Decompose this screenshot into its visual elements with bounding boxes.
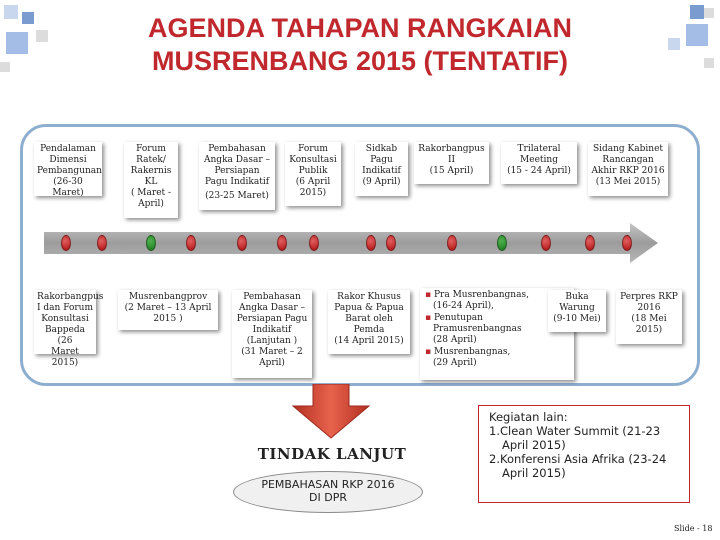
box-line: Pagu xyxy=(370,155,393,165)
deco-square xyxy=(704,58,714,68)
timeline-item-top xyxy=(34,142,102,196)
box-line: Konsultasi xyxy=(289,155,337,165)
deco-square xyxy=(6,32,28,54)
box-line: Pra Musrenbangnas, xyxy=(433,290,529,300)
timeline-milestone-dot xyxy=(277,235,287,251)
timeline-arrow xyxy=(44,223,664,263)
box-line: Trilateral xyxy=(517,144,561,154)
box-line: Pemda xyxy=(353,325,385,335)
timeline-milestone-dot xyxy=(146,235,156,251)
followup-oval xyxy=(233,471,423,513)
timeline-milestone-dot xyxy=(237,235,247,251)
deco-square xyxy=(686,24,708,46)
box-line: Sidang Kabinet xyxy=(592,144,664,154)
down-arrow-icon xyxy=(291,384,371,440)
box-line: I dan Forum xyxy=(37,303,94,313)
box-line: Penutupan xyxy=(433,313,483,323)
box-line: April) xyxy=(138,199,164,209)
box-line: KL xyxy=(144,177,158,187)
box-line: (14 April 2015) xyxy=(334,336,404,346)
box-line: Buka xyxy=(565,292,589,302)
timeline-milestone-dot xyxy=(497,235,507,251)
timeline-milestone-dot xyxy=(386,235,396,251)
box-line: Bappeda (26 xyxy=(45,325,85,346)
activity-line: April 2015) xyxy=(502,466,566,480)
activity-line: Clean Water Summit (21-23 xyxy=(499,424,661,438)
box-line: 2015) xyxy=(299,188,327,198)
deco-square xyxy=(704,8,714,18)
timeline-item-bottom xyxy=(616,290,682,344)
timeline-milestone-dot xyxy=(622,235,632,251)
box-line: Indikatif xyxy=(252,325,292,335)
bullet-item xyxy=(425,347,571,369)
activity-item xyxy=(489,452,683,480)
box-line: (26-30 Maret) xyxy=(52,177,84,198)
oval-line: DI DPR xyxy=(309,491,347,504)
box-line: (18 Mei xyxy=(631,314,667,324)
box-line: Maret 2015) xyxy=(51,347,79,368)
box-line: Barat oleh xyxy=(345,314,393,324)
timeline-item-bottom xyxy=(548,290,606,332)
timeline-item-top xyxy=(285,142,341,206)
box-line: Forum xyxy=(298,144,328,154)
box-line: Musrenbangnas, xyxy=(433,347,511,357)
deco-square xyxy=(22,12,34,24)
box-line: Pembahasan xyxy=(208,144,266,154)
box-line: Musrenbangprov xyxy=(128,292,208,302)
box-line: Papua & Papua xyxy=(334,303,404,313)
timeline-milestone-dot xyxy=(541,235,551,251)
timeline-item-bottom xyxy=(328,290,410,354)
box-line: 2015 ) xyxy=(153,314,183,324)
deco-square xyxy=(668,38,680,50)
timeline-milestone-dot xyxy=(366,235,376,251)
box-line: Konsultasi xyxy=(41,314,89,324)
box-line: (15 April) xyxy=(429,166,474,176)
page-title xyxy=(90,12,630,78)
slide-number: Slide - 18 xyxy=(674,524,713,533)
timeline-item-bottom xyxy=(232,290,312,378)
box-line: (29 April) xyxy=(433,358,477,368)
box-line: (6 April xyxy=(295,177,331,187)
box-line: (13 Mei 2015) xyxy=(595,177,661,187)
box-line: Pagu Indikatif xyxy=(204,177,270,187)
box-line: (9 April) xyxy=(362,177,401,187)
timeline-item-top xyxy=(199,142,275,210)
box-line: Akhir RKP 2016 xyxy=(591,166,665,176)
timeline-item-top xyxy=(588,142,668,196)
timeline-item-bottom xyxy=(34,290,104,368)
followup-heading: TINDAK LANJUT xyxy=(257,445,407,463)
timeline-item-bottom xyxy=(118,290,218,330)
box-line: (31 Maret – 2 xyxy=(241,347,303,357)
box-line: (2 Maret – 13 April xyxy=(124,303,212,313)
box-line: April) xyxy=(259,358,285,368)
box-line: (23-25 Maret) xyxy=(205,191,269,201)
box-line: Pembahasan xyxy=(243,292,301,302)
title-line: AGENDA TAHAPAN RANGKAIAN xyxy=(148,13,572,43)
other-activities-box xyxy=(478,405,690,503)
box-line: Sidkab xyxy=(365,144,398,154)
title-line: MUSRENBANG 2015 (TENTATIF) xyxy=(151,46,569,76)
other-activities-heading: Kegiatan lain: xyxy=(489,410,568,424)
timeline-item-top xyxy=(414,142,489,184)
box-line: Rakernis xyxy=(130,166,172,176)
oval-line: PEMBAHASAN RKP 2016 xyxy=(261,478,395,491)
deco-square xyxy=(36,30,48,42)
timeline-item-top xyxy=(124,142,178,218)
timeline-item-top xyxy=(501,142,577,184)
deco-square xyxy=(0,62,10,72)
box-line: Warung xyxy=(559,303,595,313)
box-line: Perpres RKP xyxy=(620,292,678,302)
box-line: 2015) xyxy=(635,325,663,335)
activity-item xyxy=(489,424,683,452)
activity-line: Konferensi Asia Afrika (23-24 xyxy=(499,452,667,466)
box-line: Indikatif xyxy=(362,166,401,176)
deco-square xyxy=(4,5,18,19)
box-line: Rakor Khusus xyxy=(337,292,401,302)
box-line: (Lanjutan ) xyxy=(246,336,298,346)
timeline-milestone-dot xyxy=(309,235,319,251)
activity-number: 2. xyxy=(489,452,500,466)
box-line: (15 - 24 April) xyxy=(507,166,571,176)
timeline-milestone-dot xyxy=(186,235,196,251)
box-line: ( Maret - xyxy=(130,188,172,198)
box-line: 2016 xyxy=(637,303,661,313)
box-line: Publik xyxy=(298,166,328,176)
box-line: Pendalaman xyxy=(40,144,96,154)
timeline-milestone-dot xyxy=(447,235,457,251)
timeline-milestone-dot xyxy=(61,235,71,251)
box-line: Ratek/ xyxy=(136,155,166,165)
box-line: Meeting xyxy=(520,155,558,165)
deco-square xyxy=(690,5,704,19)
timeline-item-top xyxy=(355,142,408,196)
box-line: Persiapan xyxy=(214,166,260,176)
box-line: Angka Dasar – xyxy=(204,155,270,165)
box-line: Pembangunan xyxy=(37,166,102,176)
box-line: Dimensi xyxy=(49,155,87,165)
box-line: (9-10 Mei) xyxy=(553,314,601,324)
box-line: Rakorbangpus xyxy=(37,292,104,302)
box-line: Rakorbangpus xyxy=(418,144,485,154)
box-line: Persiapan Pagu xyxy=(236,314,308,324)
activity-line: April 2015) xyxy=(502,438,566,452)
box-line: Forum xyxy=(136,144,166,154)
box-line: (28 April) xyxy=(433,335,477,345)
activity-number: 1. xyxy=(489,424,500,438)
timeline-milestone-dot xyxy=(97,235,107,251)
box-line: II xyxy=(447,155,456,165)
box-line: Rancangan xyxy=(602,155,654,165)
box-line: Angka Dasar – xyxy=(239,303,305,313)
box-line: Pramusrenbangnas xyxy=(433,324,522,334)
timeline-milestone-dot xyxy=(585,235,595,251)
box-line: (16-24 April), xyxy=(433,301,495,311)
